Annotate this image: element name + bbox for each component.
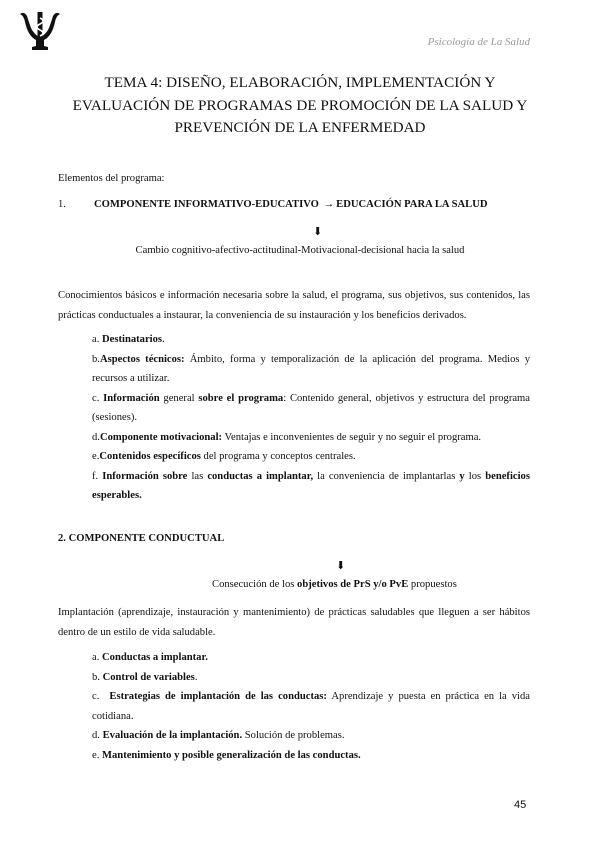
section1-subtitle: Cambio cognitivo-afectivo-actitudinal-Motivacional-decisional hacia la salud (135, 245, 465, 256)
list-item: c. Estrategias de implantación de las conductas: Aprendizaje y puesta en práctica en la vida cotidiana. (92, 691, 530, 722)
title-line: EVALUACIÓN DE PROGRAMAS DE PROMOCIÓN DE LA SALUD Y (72, 96, 528, 114)
list-item: f. Información sobre las conductas a implantar, la conveniencia de implantarlas y los beneficios esperables. (92, 470, 530, 501)
right-arrow-icon: → (323, 199, 335, 210)
page-number: 45 (514, 799, 527, 811)
section1-heading (94, 198, 488, 212)
section2-list (92, 648, 530, 765)
intro-text: Elementos del programa: (58, 173, 165, 184)
title-line: PREVENCIÓN DE LA ENFERMEDAD (174, 119, 426, 136)
list-item: d. Evaluación de la implantación. Solución de problemas. (92, 730, 345, 741)
section1-number: 1. (58, 199, 66, 210)
psi-logo-icon (18, 10, 62, 52)
page-title (40, 72, 560, 140)
list-item: e. Mantenimiento y posible generalización de las conductas. (92, 749, 361, 761)
title-line: TEMA 4: DISEÑO, ELABORACIÓN, IMPLEMENTACIÓN Y (104, 74, 496, 91)
list-item: b.Aspectos técnicos: Ámbito, forma y temporalización de la aplicación del programa. Medios y recursos a utilizar. (92, 353, 530, 384)
list-item: d.Componente motivacional: Ventajas e inconvenientes de seguir y no seguir el programa. (92, 431, 482, 443)
list-item: a. Destinatarios. (92, 334, 165, 345)
section1-heading-right: EDUCACIÓN PARA LA SALUD (336, 199, 488, 210)
section1-paragraph: Conocimientos básicos e información necesaria sobre la salud, el programa, sus objetivos, sus contenidos, las prácticas conductuales a instaurar, la conveniencia de su instauración y los beneficios derivados. (58, 290, 530, 321)
header-subject: Psicología de La Salud (427, 36, 530, 48)
list-item: c. Información general sobre el programa: Contenido general, objetivos y estructura del programa (sesiones). (92, 392, 530, 423)
down-arrow-icon: ⬇ (336, 560, 346, 572)
section1-list (92, 330, 530, 506)
list-item: b. Control de variables. (92, 671, 198, 683)
section2-subtitle: Consecución de los objetivos de PrS y/o PvE propuestos (212, 579, 457, 590)
down-arrow-icon: ⬇ (313, 226, 323, 238)
section2-heading: 2. COMPONENTE CONDUCTUAL (58, 533, 225, 544)
list-item: a. Conductas a implantar. (92, 652, 208, 663)
section2-paragraph: Implantación (aprendizaje, instauración y mantenimiento) de prácticas saludables que lleguen a ser hábitos dentro de un estilo de vida saludable. (58, 607, 530, 638)
list-item: e.Contenidos específicos del programa y conceptos centrales. (92, 451, 356, 462)
section1-heading-left: COMPONENTE INFORMATIVO-EDUCATIVO (94, 199, 319, 210)
